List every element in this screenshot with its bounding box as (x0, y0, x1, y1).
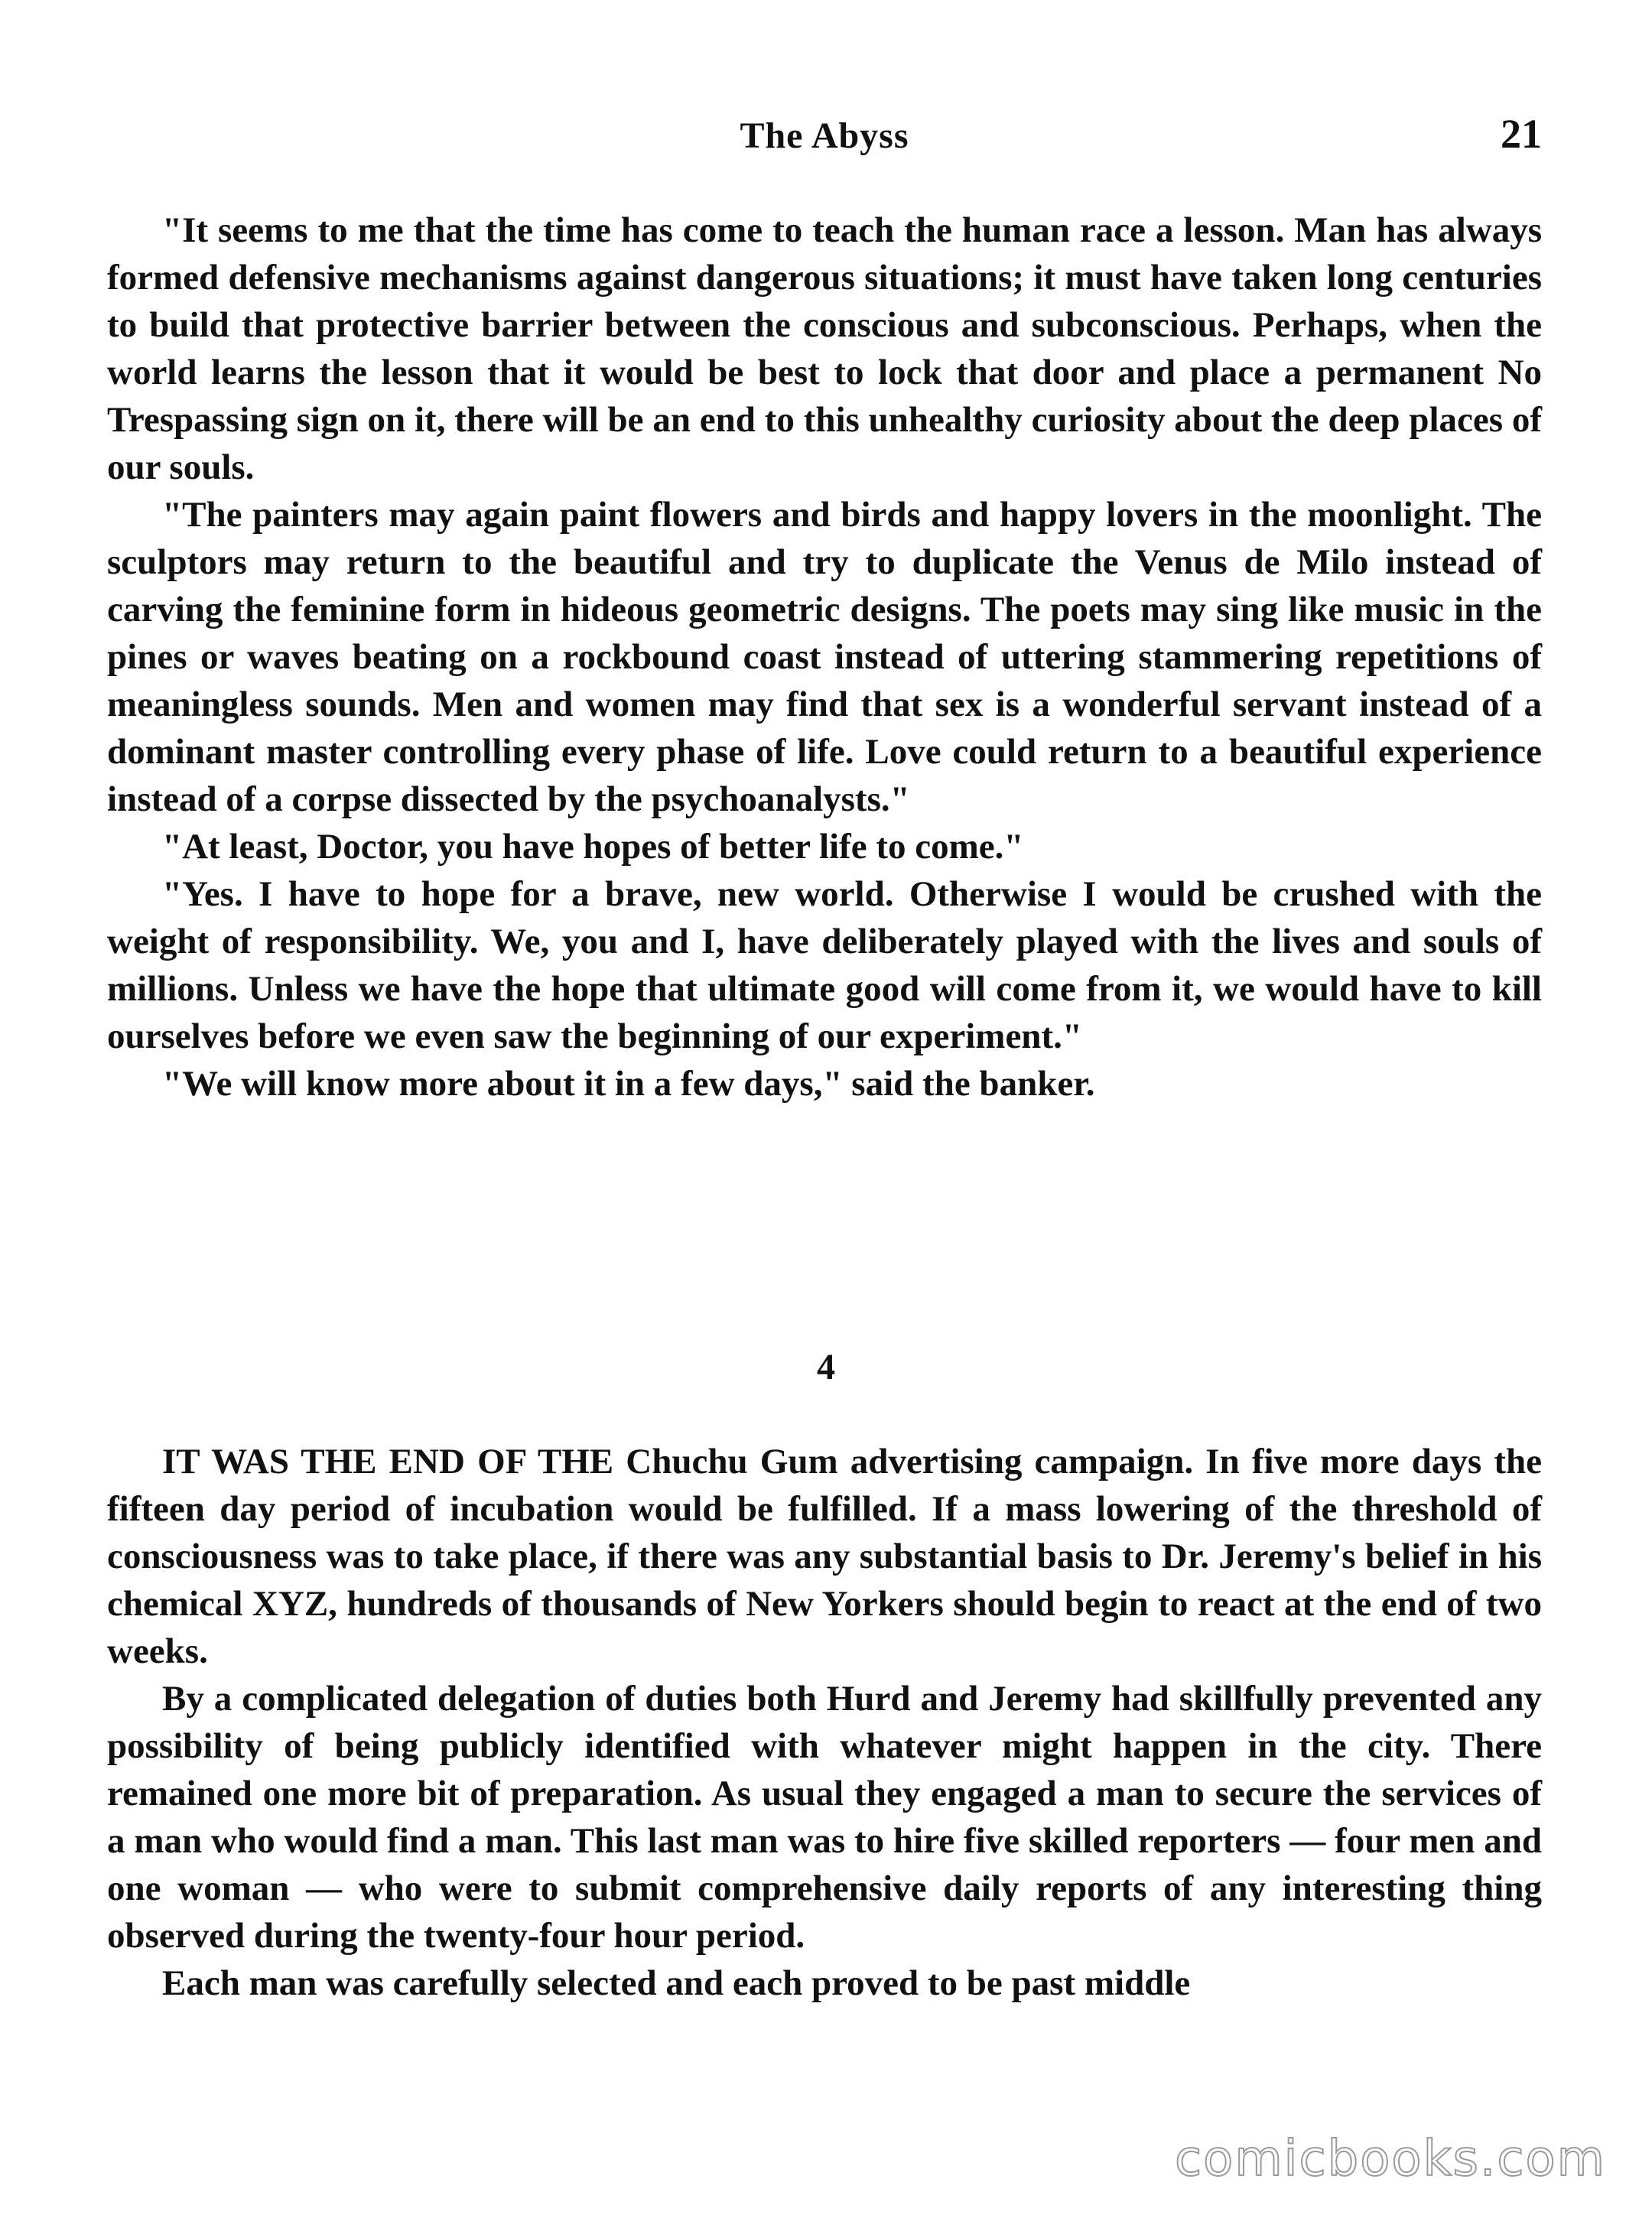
paragraph: By a complicated delegation of duties both Hurd and Jeremy had skillfully prevented any possibility of being publicly identified with whatever might happen in the city. There remained one more bit of preparation. As usual they engaged a man to secure the services of a man who would find a man. This last man was to hire five skilled reporters — four men and one woman — who were to submit comprehensive daily reports of any interesting thing observed during the twenty-four hour period. (107, 1679, 1542, 1956)
paragraph: "At least, Doctor, you have hopes of better life to come." (162, 827, 1024, 867)
paragraph: "The painters may again paint flowers and birds and happy lovers in the moonlight. The sculptors may return to the beautiful and try to duplicate the Venus de Milo instead of carving the feminine form in hideous geometric designs. The poets may sing like music in the pines or waves beating on a rockbound coast instead of uttering stammering repetitions of meaningless sounds. Men and women may find that sex is a wonderful servant instead of a dominant master controlling every phase of life. Love could return to a beautiful experience instead of a corpse dissected by the psychoanalysts." (107, 495, 1542, 819)
watermark: comicbooks.com (1174, 2131, 1606, 2187)
page-header (107, 111, 1542, 176)
body-text-lower (107, 1438, 1542, 2007)
section-number: 4 (817, 1347, 835, 1387)
body-text-upper (107, 207, 1542, 1107)
running-title: The Abyss (740, 115, 909, 156)
page-number: 21 (1501, 111, 1542, 157)
paragraph: "We will know more about it in a few days," said the banker. (162, 1064, 1095, 1104)
paragraph: IT WAS THE END OF THE Chuchu Gum advertising campaign. In five more days the fifteen day period of incubation would be fulfilled. If a mass lowering of the threshold of consciousness was to take place, if there was any substantial basis to Dr. Jeremy's belief in his chemical XYZ, hundreds of thousands of New Yorkers should begin to react at the end of two weeks. (107, 1442, 1542, 1671)
paragraph: Each man was carefully selected and each proved to be past middle (162, 1963, 1191, 2003)
paragraph: "It seems to me that the time has come to teach the human race a lesson. Man has always formed defensive mechanisms against dangerous situations; it must have taken long centuries to build that protective barrier between the conscious and subconscious. Perhaps, when the world learns the lesson that it would be best to lock that door and place a permanent No Trespassing sign on it, there will be an end to this unhealthy curiosity about the deep places of our souls. (107, 210, 1542, 487)
paragraph: "Yes. I have to hope for a brave, new world. Otherwise I would be crushed with the weight of responsibility. We, you and I, have deliberately played with the lives and souls of millions. Unless we have the hope that ultimate good will come from it, we would have to kill ourselves before we even saw the beginning of our experiment." (107, 874, 1542, 1056)
